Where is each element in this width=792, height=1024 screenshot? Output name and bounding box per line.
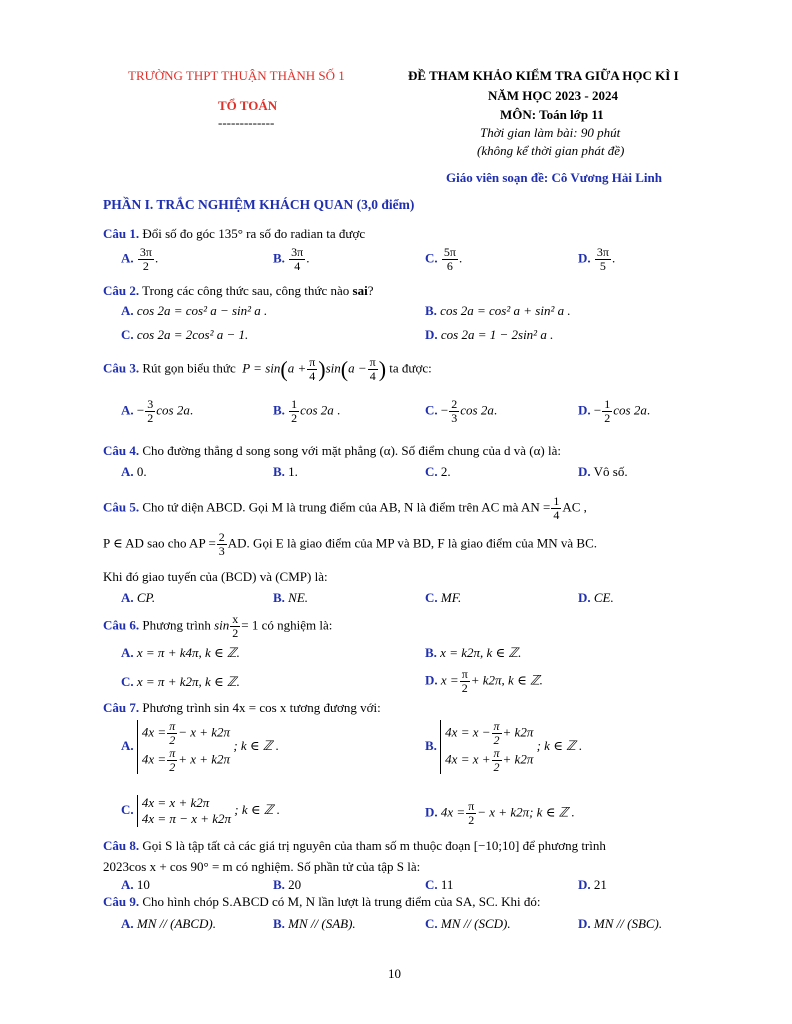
q2-option-a: A. cos 2a = cos² a − sin² a . bbox=[121, 303, 268, 318]
subject: MÔN: Toán lớp 11 bbox=[500, 107, 604, 122]
q1-option-a: A. $\frac{3\pi}{2}$ . bbox=[121, 245, 159, 273]
exam-time: Thời gian làm bài: 90 phút bbox=[480, 125, 621, 140]
teacher: Giáo viên soạn đề: Cô Vương Hải Linh bbox=[446, 170, 662, 185]
q8-option-d: D. 21 bbox=[578, 877, 607, 892]
q9-option-b: B. MN // (SAB). bbox=[273, 916, 356, 931]
q3-option-a: A. − $\frac{3}{2}$ cos 2a. bbox=[121, 397, 194, 425]
q5-option-a: A. CP. bbox=[121, 590, 156, 605]
q4-option-a: A. 0. bbox=[121, 464, 147, 479]
section-title: PHẦN I. TRẮC NGHIỆM KHÁCH QUAN (3,0 điểm) bbox=[103, 197, 415, 212]
q8-option-c: C. 11 bbox=[425, 877, 454, 892]
question-6: Câu 6. Phương trình sin $\frac{x}{2}$ = 1 có nghiệm là: bbox=[103, 612, 333, 640]
question-3: Câu 3. Rút gọn biểu thức P = sin(a + $\frac{\pi}{4}$ )sin(a − $\frac{\pi}{4}$ ) ta được: bbox=[103, 355, 432, 383]
school-year: NĂM HỌC 2023 - 2024 bbox=[488, 88, 618, 103]
q4-option-d: D. Vô số. bbox=[578, 464, 628, 479]
q7-option-c: C. 4x = x + k2π 4x = π − x + k2π ; k ∈ ℤ . bbox=[121, 795, 280, 826]
q4-option-c: C. 2. bbox=[425, 464, 451, 479]
q9-option-a: A. MN // (ABCD). bbox=[121, 916, 216, 931]
question-8-line-1: Câu 8. Gọi S là tập tất cả các giá trị nguyên của tham số m thuộc đoạn [−10;10] để phương trình bbox=[103, 838, 606, 853]
q2-option-c: C. cos 2a = 2cos² a − 1. bbox=[121, 327, 249, 342]
q2-option-b: B. cos 2a = cos² a + sin² a . bbox=[425, 303, 571, 318]
page-number: 10 bbox=[388, 966, 401, 981]
question-2: Câu 2. Trong các công thức sau, công thức nào sai? bbox=[103, 283, 374, 298]
question-4: Câu 4. Cho đường thẳng d song song với mặt phẳng (α). Số điểm chung của d và (α) là: bbox=[103, 443, 561, 458]
q4-option-b: B. 1. bbox=[273, 464, 298, 479]
q1-option-b: B. $\frac{3\pi}{4}$ . bbox=[273, 245, 310, 273]
q3-option-c: C. − $\frac{2}{3}$ cos 2a. bbox=[425, 397, 498, 425]
q2-option-d: D. cos 2a = 1 − 2sin² a . bbox=[425, 327, 554, 342]
q6-option-c: C. x = π + k2π, k ∈ ℤ. bbox=[121, 674, 240, 689]
q7-option-a: A. 4x = $\frac{\pi}{2}$ − x + k2π 4x = $\frac{\pi}{2}$ + x + k2π ; k ∈ ℤ . bbox=[121, 719, 279, 774]
question-9: Câu 9. Cho hình chóp S.ABCD có M, N lần lượt là trung điểm của SA, SC. Khi đó: bbox=[103, 894, 541, 909]
q7-option-d: D. 4x = $\frac{\pi}{2}$ − x + k2π; k ∈ ℤ . bbox=[425, 799, 575, 827]
question-5-line-3: Khi đó giao tuyến của (BCD) và (CMP) là: bbox=[103, 569, 328, 584]
q3-option-b: B. $\frac{1}{2}$ cos 2a . bbox=[273, 397, 341, 425]
q1-option-c: C. $\frac{5\pi}{6}$ . bbox=[425, 245, 463, 273]
question-7: Câu 7. Phương trình sin 4x = cos x tương đương với: bbox=[103, 700, 381, 715]
q5-option-b: B. NE. bbox=[273, 590, 309, 605]
school-name: TRƯỜNG THPT THUẬN THÀNH SỐ 1 bbox=[128, 68, 345, 83]
q5-option-d: D. CE. bbox=[578, 590, 614, 605]
question-5-line-2: P ∈ AD sao cho AP = $\frac{2}{3}$ AD. Gọi E là giao điểm của MP và BD, F là giao điểm của MN và BC. bbox=[103, 530, 598, 558]
q8-option-b: B. 20 bbox=[273, 877, 302, 892]
exam-time-note: (không kể thời gian phát đề) bbox=[477, 143, 625, 158]
exam-title: ĐỀ THAM KHẢO KIỂM TRA GIỮA HỌC KÌ I bbox=[408, 68, 679, 83]
q6-option-b: B. x = k2π, k ∈ ℤ. bbox=[425, 645, 522, 660]
header-dashes: ------------- bbox=[218, 115, 275, 130]
question-5-line-1: Câu 5. Cho tứ diện ABCD. Gọi M là trung điểm của AB, N là điểm trên AC mà AN = $\frac{1}{4}$ AC , bbox=[103, 494, 587, 522]
q7-option-b: B. 4x = x − $\frac{\pi}{2}$ + k2π 4x = x + $\frac{\pi}{2}$ + k2π ; k ∈ ℤ . bbox=[425, 719, 583, 774]
q5-option-c: C. MF. bbox=[425, 590, 462, 605]
q9-option-c: C. MN // (SCD). bbox=[425, 916, 511, 931]
q3-option-d: D. − $\frac{1}{2}$ cos 2a. bbox=[578, 397, 651, 425]
q8-option-a: A. 10 bbox=[121, 877, 150, 892]
q6-option-a: A. x = π + k4π, k ∈ ℤ. bbox=[121, 645, 240, 660]
question-1: Câu 1. Đổi số đo góc 135° ra số đo radian ta được bbox=[103, 226, 366, 241]
q9-option-d: D. MN // (SBC). bbox=[578, 916, 663, 931]
q1-option-d: D. $\frac{3\pi}{5}$ . bbox=[578, 245, 616, 273]
q6-option-d: D. x = $\frac{\pi}{2}$ + k2π, k ∈ ℤ. bbox=[425, 667, 543, 695]
department: TỔ TOÁN bbox=[218, 98, 278, 113]
question-8-line-2: 2023cos x + cos 90° = m có nghiệm. Số phần tử của tập S là: bbox=[103, 859, 421, 874]
